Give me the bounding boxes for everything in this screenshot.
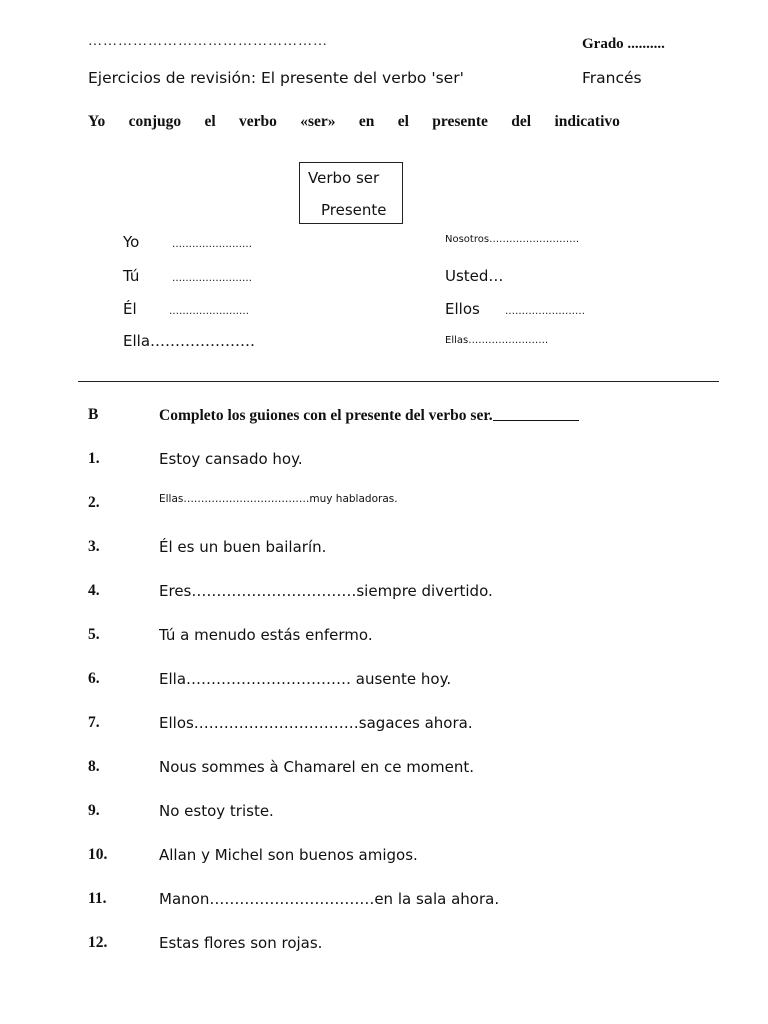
item-number: 9.: [88, 802, 100, 819]
item-number: 1.: [88, 450, 100, 467]
item-number: 12.: [88, 934, 108, 951]
blank-el[interactable]: ……………………: [169, 306, 249, 317]
item-number: 6.: [88, 670, 100, 687]
pronoun-ellos: Ellos: [445, 300, 480, 318]
item-number: 2.: [88, 494, 100, 511]
pronoun-ella[interactable]: Ella…………………: [123, 332, 256, 350]
intro-word: presente: [432, 113, 488, 130]
pronoun-usted[interactable]: Usted…: [445, 267, 504, 285]
item-number: 10.: [88, 846, 108, 863]
intro-word: el: [397, 113, 409, 130]
intro-word: el: [204, 113, 216, 130]
section-divider: [78, 381, 719, 382]
pronoun-nosotros[interactable]: Nosotros………………………: [445, 234, 580, 245]
exercise-item[interactable]: Allan y Michel son buenos amigos.: [159, 846, 418, 864]
exercise-item[interactable]: Manon……………………………en la sala ahora.: [159, 890, 500, 908]
blank-ellos[interactable]: ……………………: [505, 306, 585, 317]
pronoun-tu: Tú: [123, 267, 140, 285]
exercise-item[interactable]: Eres……………………………siempre divertido.: [159, 582, 493, 600]
pronoun-el: Él: [123, 300, 137, 318]
worksheet-title: Ejercicios de revisión: El presente del verbo 'ser': [88, 69, 464, 87]
exercise-item[interactable]: Nous sommes à Chamarel en ce moment.: [159, 758, 474, 776]
exercise-item[interactable]: Ellas………………………………muy habladoras.: [159, 493, 398, 505]
exercise-item[interactable]: Ellos……………………………sagaces ahora.: [159, 714, 473, 732]
exercise-item[interactable]: Él es un buen bailarín.: [159, 538, 327, 556]
item-number: 8.: [88, 758, 100, 775]
exercise-item[interactable]: Estas flores son rojas.: [159, 934, 323, 952]
intro-word: indicativo: [554, 113, 620, 130]
item-number: 5.: [88, 626, 100, 643]
pronoun-ellas[interactable]: Ellas……………………: [445, 335, 549, 346]
intro-word: verbo: [239, 113, 277, 130]
item-number: 4.: [88, 582, 100, 599]
instruction-underline: [493, 406, 579, 421]
pronoun-yo: Yo: [123, 233, 140, 251]
intro-word: en: [358, 113, 375, 130]
section-instruction: [159, 406, 579, 425]
item-number: 3.: [88, 538, 100, 555]
exercise-item[interactable]: Ella…………………………… ausente hoy.: [159, 670, 452, 688]
verb-box: [299, 162, 403, 224]
instruction-text: Completo los guiones con el presente del verbo ser.: [159, 407, 493, 424]
item-number: 11.: [88, 890, 107, 907]
name-line: …………………………………………: [88, 34, 328, 49]
subject-label: Francés: [582, 69, 642, 87]
verb-box-title: Verbo ser: [308, 169, 380, 187]
blank-yo[interactable]: ……………………: [172, 239, 252, 250]
exercise-item[interactable]: No estoy triste.: [159, 802, 274, 820]
blank-tu[interactable]: ……………………: [172, 273, 252, 284]
grade-label: Grado ..........: [582, 36, 665, 52]
exercise-item[interactable]: Tú a menudo estás enfermo.: [159, 626, 373, 644]
intro-word: conjugo: [128, 113, 182, 130]
intro-sentence: [88, 113, 620, 131]
intro-word: del: [511, 113, 532, 130]
exercise-item[interactable]: Estoy cansado hoy.: [159, 450, 303, 468]
item-number: 7.: [88, 714, 100, 731]
section-label: B: [88, 406, 99, 423]
intro-word: Yo: [88, 113, 106, 130]
verb-box-tense: Presente: [321, 201, 387, 219]
intro-word: «ser»: [300, 113, 336, 130]
